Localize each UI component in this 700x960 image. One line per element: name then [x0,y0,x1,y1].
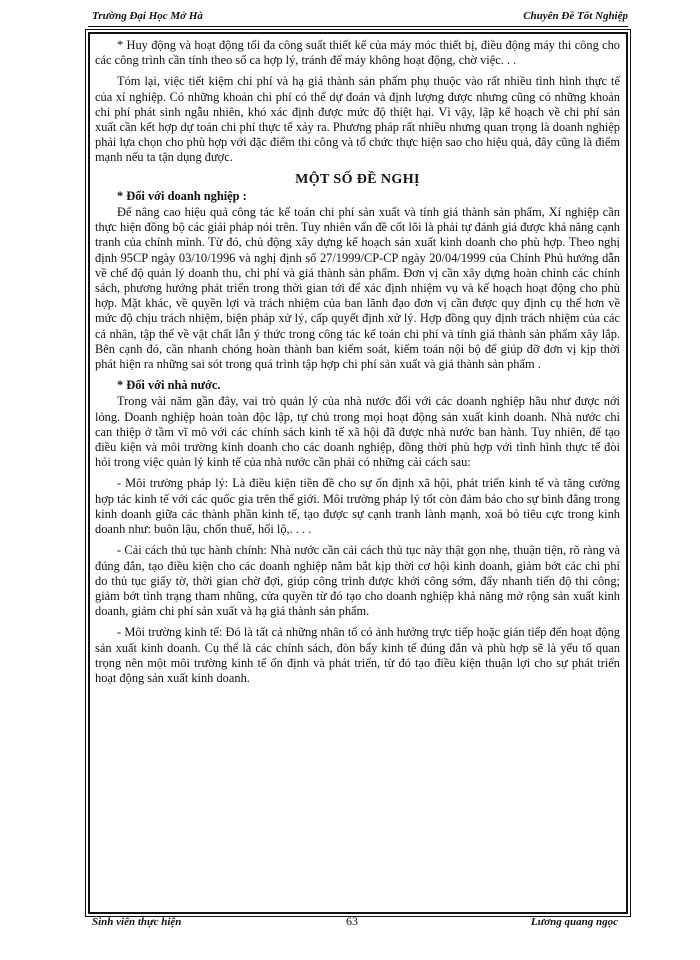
body-text [95,38,620,692]
footer-student-name: Lương quang ngọc [530,916,618,928]
header-title: Chuyên Đề Tốt Nghiệp [523,10,628,22]
subheading-enterprise: * Đối với doanh nghiệp : [117,188,247,203]
paragraph: - Môi trường pháp lý: Là điều kiện tiền đề cho sự ổn định xã hội, phát triển kinh tế và tăng cường hợp tác kinh tế với các quốc gia trên thế giới. Môi trường pháp lý tốt còn đảm bảo cho sự bình đẳng trong kinh doanh giữa các thành phần kinh tế, tạo được sự cạnh tranh lành mạnh, xoá bỏ tiêu cực trong kinh doanh như: buôn lậu, chốn thuế, hối lộ,. . . . [95,476,620,537]
paragraph: Tóm lại, việc tiết kiệm chi phí và hạ giá thành sản phẩm phụ thuộc vào rất nhiều tình hình thực tế của xí nghiệp. Có những khoản chi phí có thể dự đoán và định lượng được nhưng cũng có những khoản chi phí phát sinh ngẫu nhiên, khó xác định được mức độ thiệt hại. Vì vậy, lập kế hoạch về chi phí sản xuất cần kết hợp dự toán chi phí thực tế xảy ra. Phương pháp rất nhiều nhưng quan trọng là doanh nghiệp phải lựa chọn cho phù hợp với đặc điểm thi công và tổ chức thực hiện sao cho hiệu quả, đây cũng là điểm mạnh nếu ta tận dụng được. [95,74,620,165]
header-rule [88,26,628,27]
page-number: 63 [346,914,358,928]
paragraph: - Cải cách thủ tục hành chính: Nhà nước cần cải cách thủ tục này thật gọn nhẹ, thuận tiện, rõ ràng và đúng đắn, tạo điều kiện cho các doanh nghiệp nắm bắt kịp thời cơ hội kinh doanh, giảm bớt các chi phí do thủ tục giấy tờ, thời gian chờ đợi, giúp công trình được khởi công sớm, đẩy nhanh tiến độ thi công; giảm bớt tình trạng tham nhũng, cửa quyền từ đó tạo cho doanh nghiệp khả năng mở rộng sản xuất kinh doanh, giảm chi phí sản xuất và hạ giá thành sản phẩm. [95,543,620,619]
paragraph: * Huy động và hoạt động tối đa công suất thiết kế của máy móc thiết bị, điều động máy thi công cho các công trình cần tính theo số ca hợp lý, tránh để máy không hoạt động, chờ việc. . . [95,38,620,68]
footer-student-label: Sinh viên thực hiện [92,916,182,928]
header-school: Trường Đại Học Mở Hà [92,10,203,22]
paragraph: - Môi trường kinh tế: Đó là tất cả những nhân tố có ảnh hưởng trực tiếp hoặc gián tiếp đến hoạt động sản xuất kinh doanh. Cụ thể là các chính sách, đòn bẩy kinh tế đúng đắn và phù hợp sẽ là yếu tố quan trọng nên một môi trường kinh tế ổn định và phát triển, từ đó tạo điều kiện thuận lợi cho sự phát triển hoạt động sản xuất kinh doanh. [95,625,620,685]
subheading-state: * Đối với nhà nước. [117,378,221,393]
section-title: MỘT SỐ ĐỀ NGHỊ [295,171,420,187]
paragraph: Để nâng cao hiệu quả công tác kế toán chi phí sản xuất và tính giá thành sản phẩm, Xí nghiệp cần thực hiện đồng bộ các giải pháp nói trên. Tuy nhiên vấn đề cốt lõi là phải tự đánh giá được khả năng cạnh tranh của chính mình. Từ đó, chủ động xây dựng kế hoạch sản xuất kinh doanh cho phù hợp. Theo nghị định 95CP ngày 03/10/1996 và nghị định số 27/1999/CP-CP ngày 20/04/1999 của Chính Phủ hướng dẫn về chế độ quản lý doanh thu, chi phí và giá thành sản phẩm. Đơn vị cần xây dựng hoàn chỉnh các chính sách, phương hướng phát triển trong thời gian tới để xác định nhiệm vụ và kế hoạch hoạt động cho phù hợp. Mặt khác, về quyền lợi và trách nhiệm của ban lãnh đạo đơn vị cần được quy định cụ thể hơn về mức độ chịu trách nhiệm, biện pháp xử lý, cấp quyết định xử lý. Hợp đồng quy định trách nhiệm của các cá nhân, tập thể về vật chất lẫn ý thức trong công tác kế toán chi phí và tính giá thành sản phẩm xây lắp. Bên cạnh đó, cần nhanh chóng hoàn thành ban kiểm soát, kiểm toán nội bộ để giúp đỡ đơn vị kịp thời phát hiện ra những sai sót trong quá trình tập hợp chi phí sản xuất và giá thành sản phẩm . [95,205,620,372]
paragraph: Trong vài năm gần đây, vai trò quản lý của nhà nước đối với các doanh nghiệp hầu như được nới lỏng. Doanh nghiệp hoàn toàn độc lập, tự chủ trong mọi hoạt động sản xuất kinh doanh. Nhà nước chỉ can thiệp ở tầm vĩ mô với các chính sách kinh tế xã hội đã được nhà nước ban hành. Tuy nhiên, để tạo điều kiện và môi trường kinh doanh cho các doanh nghiệp, đồng thời phù hợp với tình hình thực tế đòi hỏi trong việc quản lý kinh tế của nhà nước cần phải có những cải cách sau: [95,394,620,470]
